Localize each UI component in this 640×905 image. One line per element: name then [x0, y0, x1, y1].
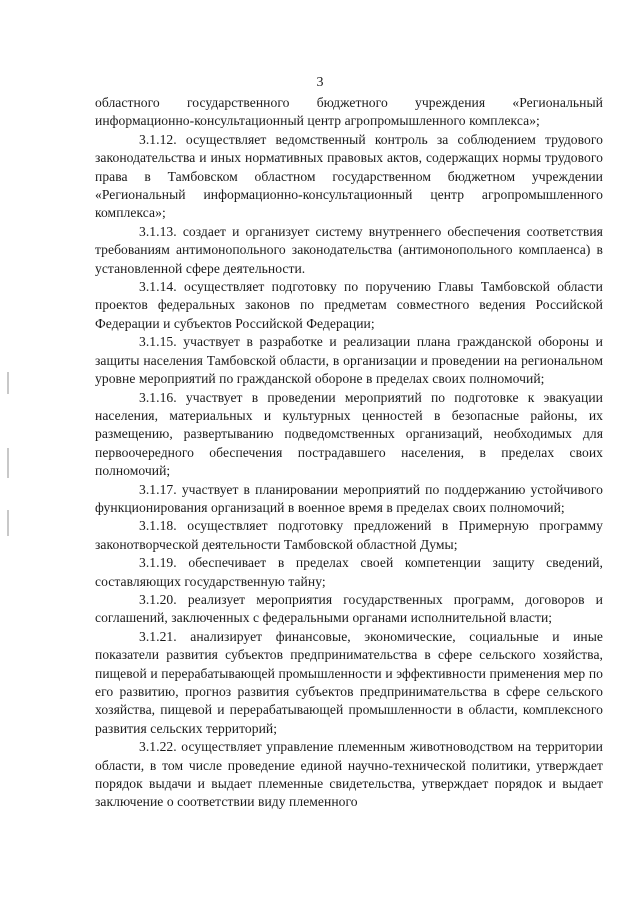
paragraph-3-1-16: 3.1.16. участвует в проведении мероприятий по подготовке к эвакуации населения, материальных и культурных ценностей в безопасные районы, их размещению, развертыванию подведомственных организаций, необходимых для первоочередного обеспечения пострадавшего населения, в пределах своих полномочий; — [95, 389, 603, 479]
scan-margin-mark — [7, 372, 9, 394]
paragraph-3-1-15: 3.1.15. участвует в разработке и реализации плана гражданской обороны и защиты населения Тамбовской области, в организации и проведении на региональном уровне мероприятий по гражданской обороне в пределах своих полномочий; — [95, 334, 603, 387]
paragraph-3-1-13: 3.1.13. создает и организует систему внутреннего обеспечения соответствия требованиям антимонопольного законодательства (антимонопольного комплаенса) в установленной сфере деятельности. — [95, 223, 603, 276]
paragraph-3-1-14: 3.1.14. осуществляет подготовку по поручению Главы Тамбовской области проектов федеральных законов по предметам совместного ведения Российской Федерации и субъектов Российской Федерации; — [95, 279, 603, 331]
document-body — [95, 94, 603, 812]
page-number: 3 — [316, 75, 324, 90]
scan-margin-mark — [7, 448, 9, 478]
paragraph-3-1-18: 3.1.18. осуществляет подготовку предложений в Примерную программу законотворческой деятельности Тамбовской областной Думы; — [95, 518, 603, 552]
paragraph-3-1-17: 3.1.17. участвует в планировании мероприятий по поддержанию устойчивого функционирования организаций в военное время в пределах своих полномочий; — [95, 481, 603, 515]
paragraph-3-1-19: 3.1.19. обеспечивает в пределах своей компетенции защиту сведений, составляющих государственную тайну; — [95, 555, 603, 589]
paragraph-continuation: областного государственного бюджетного учреждения «Региональный информационно-консультационный центр агропромышленного комплекса»; — [95, 95, 603, 129]
paragraph-3-1-22: 3.1.22. осуществляет управление племенным животноводством на территории области, в том числе проведение единой научно-технической политики, утверждает порядок выдачи и выдает племенные свидетельства, утверждает порядок и выдает заключение о соответствии виду племенного — [95, 739, 603, 810]
paragraph-3-1-21: 3.1.21. анализирует финансовые, экономические, социальные и иные показатели развития субъектов предпринимательства в сфере сельского хозяйства, пищевой и перерабатывающей промышленности и эффективности применения мер по его развитию, прогноз развития субъектов предпринимательства в сфере сельского хозяйства, пищевой и перерабатывающей промышленности в области, комплексного развития сельских территорий; — [95, 628, 603, 736]
paragraph-3-1-20: 3.1.20. реализует мероприятия государственных программ, договоров и соглашений, заключенных с федеральными органами исполнительной власти; — [95, 591, 603, 626]
scan-margin-mark — [7, 510, 9, 536]
paragraph-3-1-12: 3.1.12. осуществляет ведомственный контроль за соблюдением трудового законодательства и иных нормативных правовых актов, содержащих нормы трудового права в Тамбовском областном государственном бюджетном учреждении «Региональный информационно-консультационный центр агропромышленного комплекса»; — [95, 131, 603, 221]
